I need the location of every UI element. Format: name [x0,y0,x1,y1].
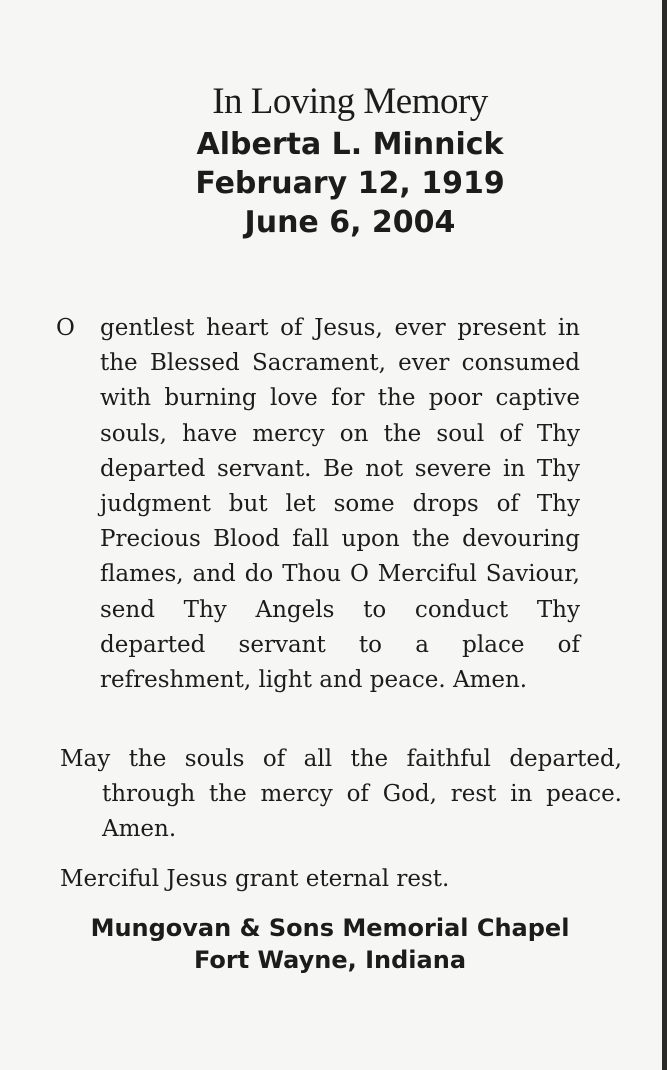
in-loving-memory-heading: In Loving Memory [212,81,488,122]
death-date: June 6, 2004 [244,205,456,240]
second-prayer: May the souls of all the faithful departed, through the mercy of God, rest in peace. Amen. [60,746,622,843]
birth-date: February 12, 1919 [195,166,505,201]
chapel-location: Fort Wayne, Indiana [193,946,467,974]
main-prayer-initial: O [56,315,75,341]
main-prayer [56,311,580,698]
deceased-name: Alberta L. Minnick [196,127,504,162]
chapel-name: Mungovan & Sons Memorial Chapel [90,914,570,942]
card-edge [662,0,667,1070]
main-prayer-text: gentlest heart of Jesus, ever present in the Blessed Sacrament, ever consumed with burning love for the poor captive souls, have mercy on the soul of Thy departed servant. Be not severe in Thy judgment but let some drops of Thy Precious Blood fall upon the devouring flames, and do Thou O Merciful Saviour, send Thy Angels to conduct Thy departed servant to a place of refreshment, light and peace. Amen. [100,315,580,694]
third-prayer: Merciful Jesus grant eternal rest. [60,866,450,892]
